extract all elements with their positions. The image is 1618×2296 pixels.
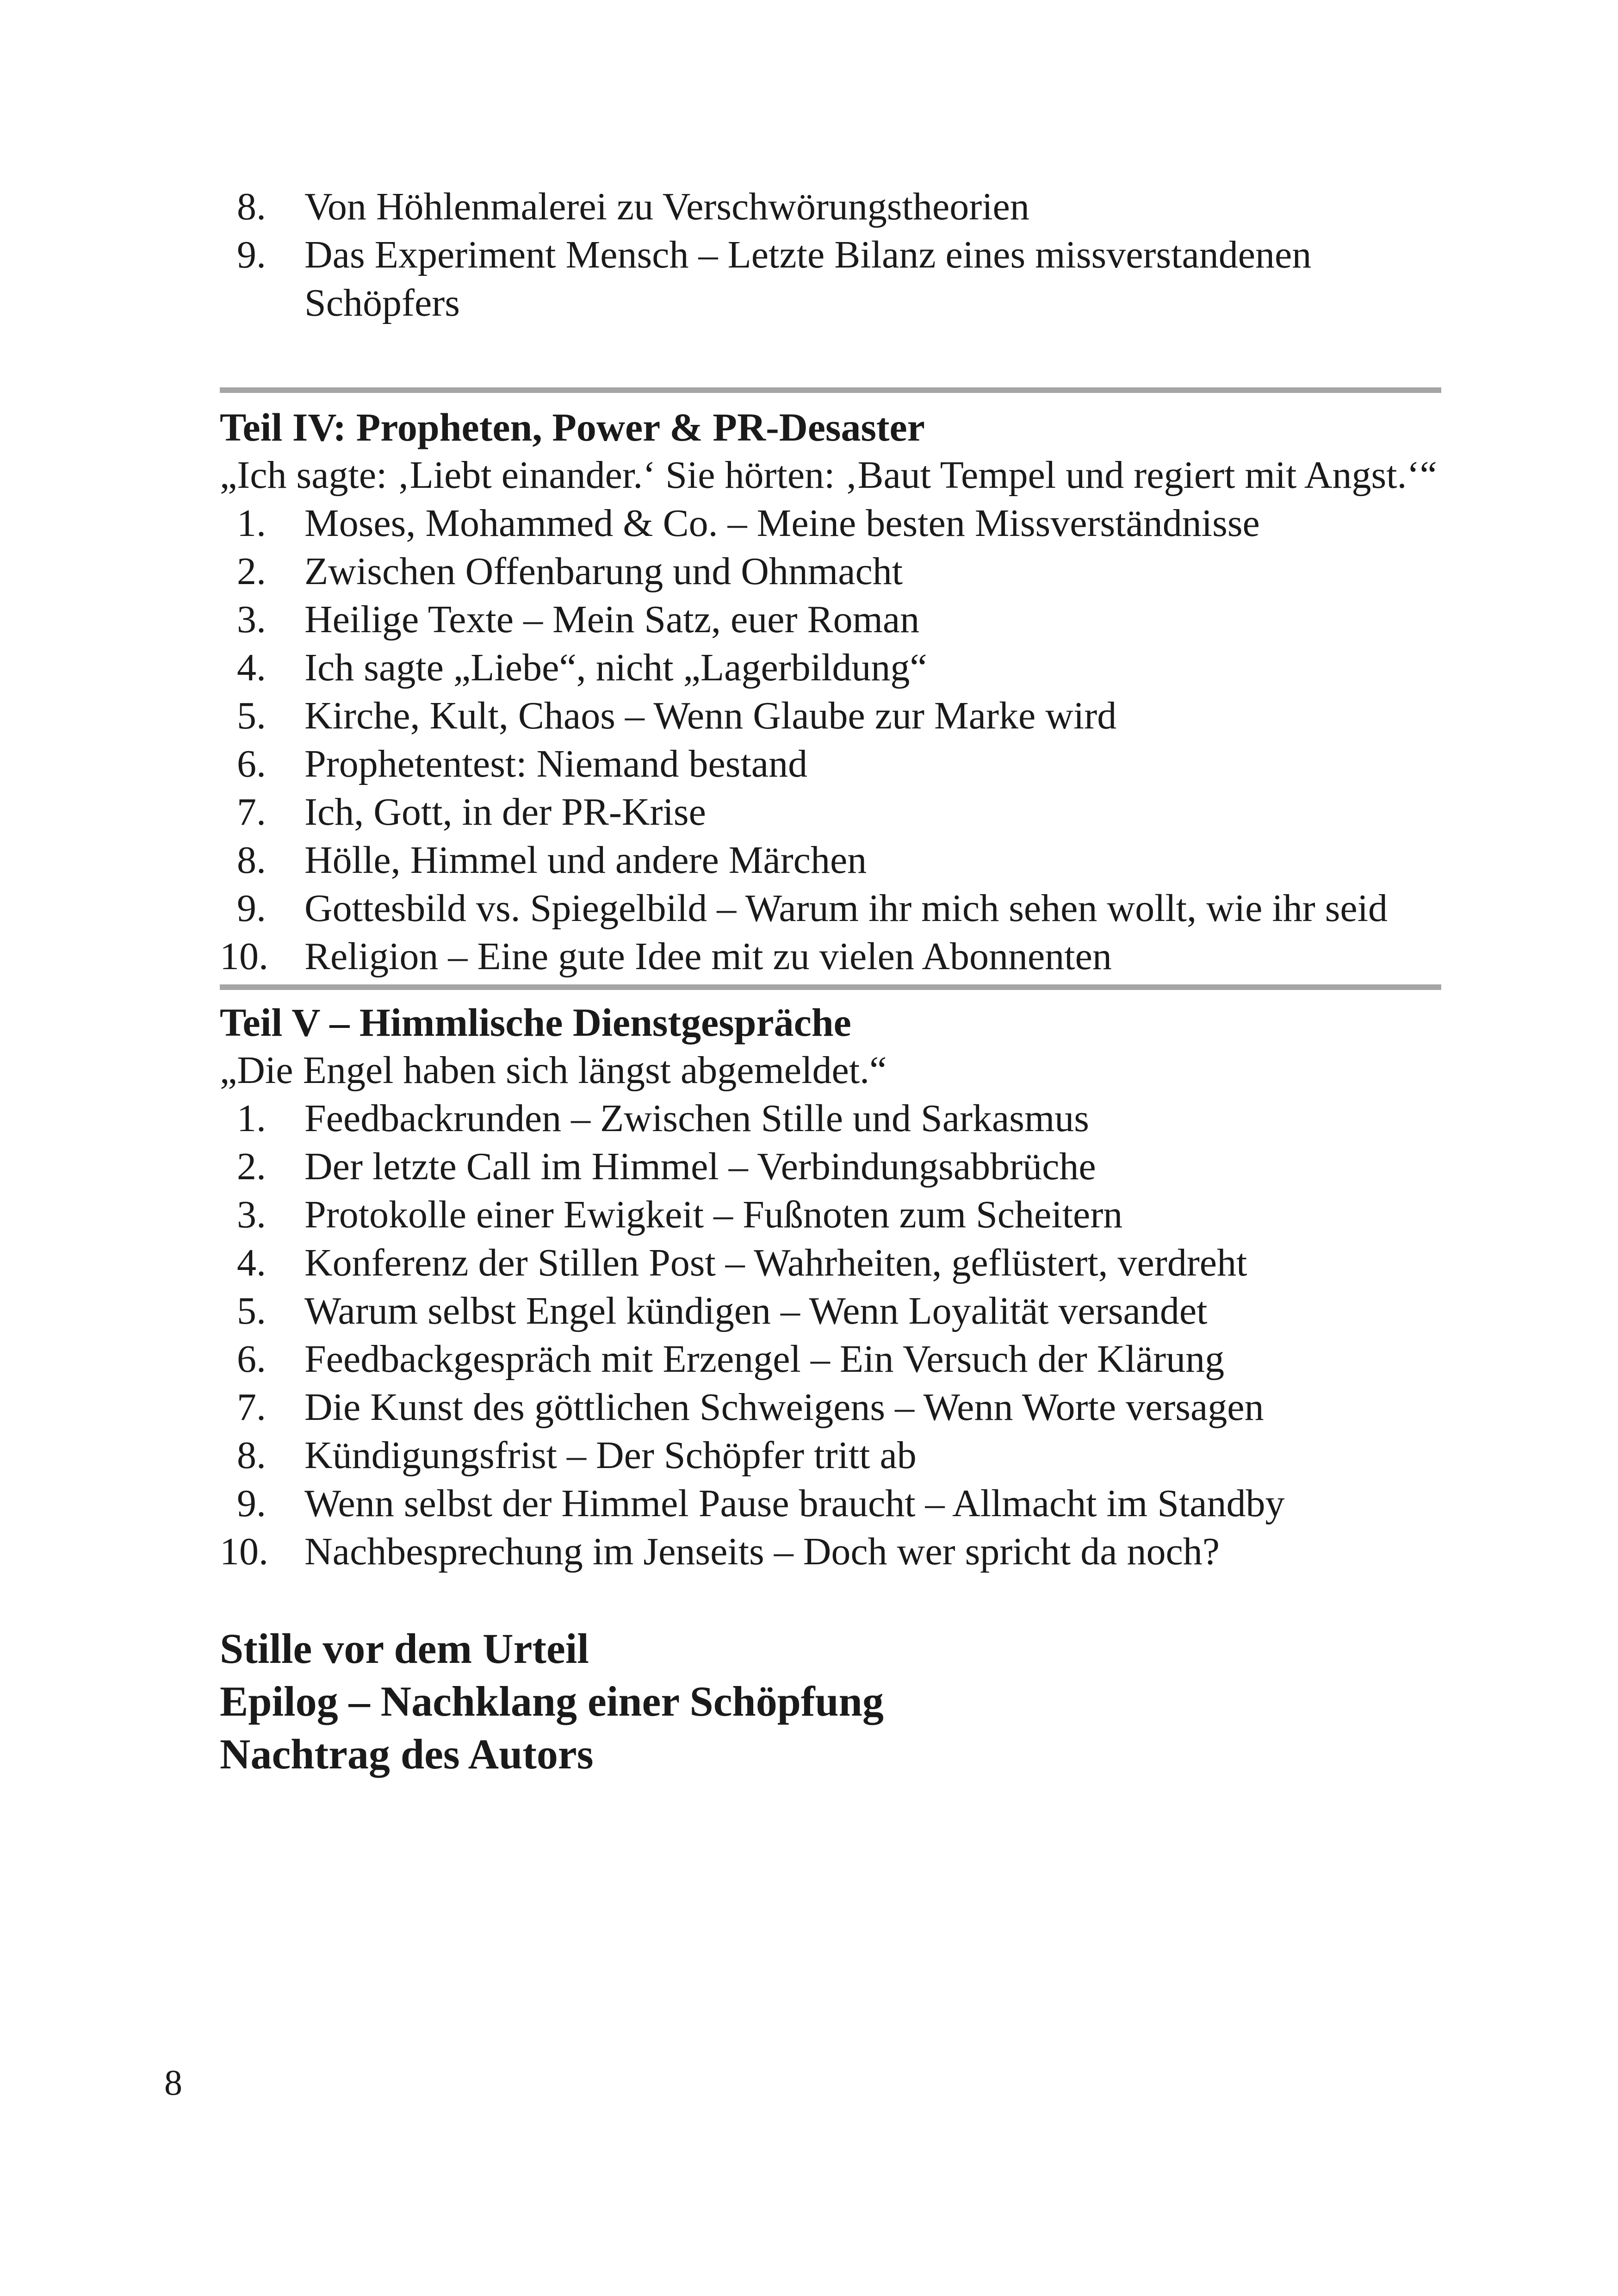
toc-item-title: Gottesbild vs. Spiegelbild – Warum ihr mich sehen wollt, wie ihr seid [304, 887, 1388, 930]
toc-item-title: Ich sagte „Liebe“, nicht „Lagerbildung“ [304, 646, 927, 689]
toc-item [220, 231, 1441, 327]
part-5-quote: „Die Engel haben sich längst abgemeldet.“ [220, 1049, 887, 1092]
toc-item-number: 7. [237, 790, 266, 834]
toc-item-title: Zwischen Offenbarung und Ohnmacht [304, 550, 903, 593]
toc-item-number: 3. [237, 1193, 266, 1236]
toc-item [220, 1335, 1441, 1383]
toc-item [220, 884, 1441, 933]
toc-item-number: 1. [237, 502, 266, 545]
toc-item [220, 644, 1441, 692]
toc-item-title: Hölle, Himmel und andere Märchen [304, 839, 867, 882]
section-divider [220, 984, 1441, 990]
toc-item-number: 8. [237, 839, 266, 882]
toc-item [220, 1143, 1441, 1191]
part-5-title: Teil V – Himmlische Dienstgespräche [220, 1000, 851, 1045]
toc-item [220, 596, 1441, 644]
toc-item-number: 5. [237, 694, 266, 737]
part-4-title: Teil IV: Propheten, Power & PR-Desaster [220, 405, 925, 449]
toc-item-number: 6. [237, 742, 266, 785]
toc-item [220, 1287, 1441, 1335]
toc-item [220, 788, 1441, 836]
toc-item-title: Das Experiment Mensch – Letzte Bilanz eines missverstandenen Schöpfers [304, 233, 1312, 324]
toc-item-title: Wenn selbst der Himmel Pause braucht – Allmacht im Standby [304, 1482, 1285, 1525]
page-number: 8 [164, 2062, 182, 2103]
part-5-list [220, 1095, 1441, 1576]
toc-item-number: 8. [237, 185, 266, 228]
toc-item-title: Kirche, Kult, Chaos – Wenn Glaube zur Marke wird [304, 694, 1117, 737]
toc-item-title: Konferenz der Stillen Post – Wahrheiten, geflüstert, verdreht [304, 1241, 1247, 1284]
toc-item-title: Der letzte Call im Himmel – Verbindungsabbrüche [304, 1145, 1096, 1188]
toc-item-number: 7. [237, 1386, 266, 1429]
toc-item [220, 1239, 1441, 1287]
part-4-list [220, 499, 1441, 981]
toc-item [220, 933, 1441, 981]
toc-item [220, 1191, 1441, 1239]
toc-list-continued [220, 183, 1441, 327]
part-4-quote: „Ich sagte: ‚Liebt einander.‘ Sie hörten: ‚Baut Tempel und regiert mit Angst.‘“ [220, 454, 1437, 497]
table-of-contents [220, 183, 1441, 1780]
toc-item-number: 6. [237, 1338, 266, 1381]
toc-item-number: 9. [237, 887, 266, 930]
toc-item-title: Prophetentest: Niemand bestand [304, 742, 808, 785]
toc-item-title: Die Kunst des göttlichen Schweigens – Wenn Worte versagen [304, 1386, 1264, 1429]
closing-entry: Stille vor dem Urteil [220, 1625, 589, 1672]
toc-item [220, 740, 1441, 788]
toc-item [220, 836, 1441, 884]
toc-item-number: 8. [237, 1434, 266, 1477]
toc-item [220, 1095, 1441, 1143]
toc-item [220, 1431, 1441, 1480]
toc-item-number: 4. [237, 646, 266, 689]
toc-item [220, 499, 1441, 548]
toc-item-number: 2. [237, 550, 266, 593]
toc-item-number: 10. [220, 935, 268, 978]
section-divider [220, 387, 1441, 393]
toc-item-title: Ich, Gott, in der PR-Krise [304, 790, 706, 834]
toc-item-number: 9. [237, 1482, 266, 1525]
part-4-section [220, 403, 1441, 981]
toc-item-title: Kündigungsfrist – Der Schöpfer tritt ab [304, 1434, 917, 1477]
toc-item-number: 4. [237, 1241, 266, 1284]
toc-item-number: 9. [237, 233, 266, 276]
toc-item-number: 3. [237, 598, 266, 641]
toc-item [220, 1383, 1441, 1431]
toc-item-number: 1. [237, 1097, 266, 1140]
toc-item [220, 548, 1441, 596]
toc-item [220, 1528, 1441, 1576]
toc-item-title: Protokolle einer Ewigkeit – Fußnoten zum Scheitern [304, 1193, 1123, 1236]
toc-item [220, 183, 1441, 231]
toc-item-title: Moses, Mohammed & Co. – Meine besten Missverständnisse [304, 502, 1260, 545]
toc-item [220, 692, 1441, 740]
toc-item [220, 1480, 1441, 1528]
toc-item-number: 5. [237, 1289, 266, 1332]
toc-item-title: Nachbesprechung im Jenseits – Doch wer spricht da noch? [304, 1530, 1220, 1573]
toc-item-title: Feedbackrunden – Zwischen Stille und Sarkasmus [304, 1097, 1089, 1140]
toc-item-title: Feedbackgespräch mit Erzengel – Ein Versuch der Klärung [304, 1338, 1225, 1381]
toc-item-title: Heilige Texte – Mein Satz, euer Roman [304, 598, 920, 641]
toc-item-title: Warum selbst Engel kündigen – Wenn Loyalität versandet [304, 1289, 1208, 1332]
toc-item-title: Religion – Eine gute Idee mit zu vielen Abonnenten [304, 935, 1112, 978]
closing-entry: Epilog – Nachklang einer Schöpfung [220, 1678, 884, 1725]
toc-item-number: 10. [220, 1530, 268, 1573]
toc-item-number: 2. [237, 1145, 266, 1188]
closing-entry: Nachtrag des Autors [220, 1730, 594, 1778]
closing-entries [220, 1622, 1441, 1780]
toc-item-title: Von Höhlenmalerei zu Verschwörungstheorien [304, 185, 1029, 228]
part-5-section [220, 998, 1441, 1576]
